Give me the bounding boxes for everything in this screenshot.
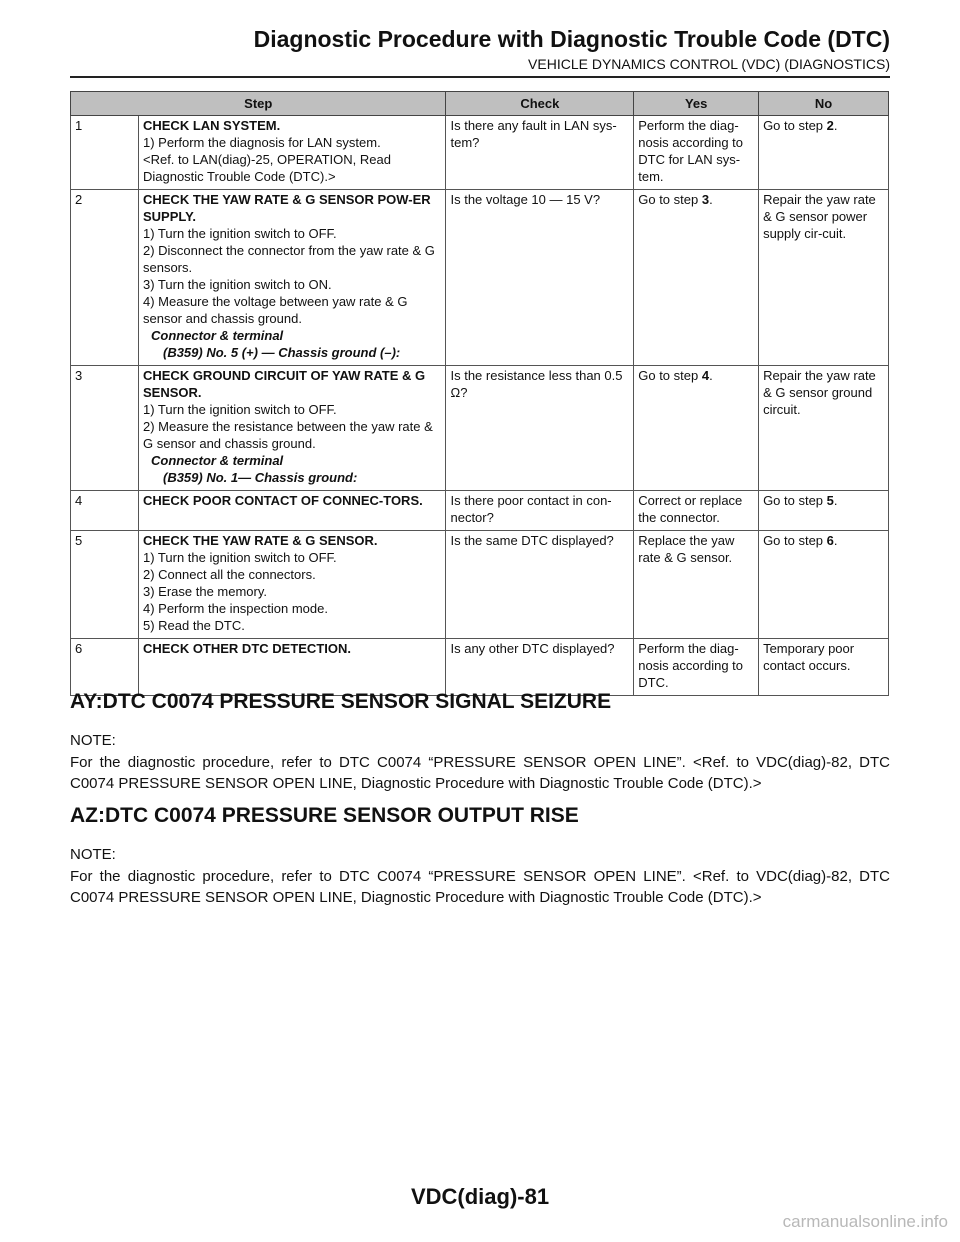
note-text-ay: For the diagnostic procedure, refer to DTC C0074 “PRESSURE SENSOR OPEN LINE”. <Ref. to VDC(diag)-82, DTC C0074 PRESSURE SENSOR OPEN LINE, Diagnostic Procedure with Diagnostic Trouble Code (DTC).> [70, 754, 890, 792]
step-number: 1 [71, 116, 139, 190]
yes-text: Perform the diag-nosis according to DTC for LAN sys-tem. [638, 118, 744, 184]
check-cell: Is the same DTC displayed? [446, 531, 634, 639]
step-number: 3 [71, 366, 139, 491]
step-instruction: <Ref. to LAN(diag)-25, OPERATION, Read Diagnostic Trouble Code (DTC).> [142, 152, 391, 184]
yes-text: Correct or replace the connector. [638, 493, 743, 525]
no-step-ref: 5 [826, 493, 834, 508]
step-title: CHECK POOR CONTACT OF CONNEC-TORS. [142, 493, 423, 508]
yes-text: Go to step [638, 192, 699, 207]
connector-terminal: (B359) No. 1— Chassis ground: [162, 470, 358, 485]
yes-text: Perform the diag-nosis according to DTC. [638, 641, 744, 690]
check-cell: Is any other DTC displayed? [446, 639, 634, 696]
step-title: CHECK LAN SYSTEM. [142, 118, 281, 133]
yes-step-ref: 4 [701, 368, 710, 383]
table-header-row [71, 92, 889, 116]
step-title: CHECK GROUND CIRCUIT OF YAW RATE & G SENSOR. [142, 368, 426, 400]
no-cell [759, 639, 889, 696]
step-number: 6 [71, 639, 139, 696]
step-instruction: 4) Perform the inspection mode. [142, 601, 328, 616]
no-cell [759, 366, 889, 491]
col-header-yes: Yes [634, 92, 759, 116]
check-cell: Is the resistance less than 0.5 Ω? [446, 366, 634, 491]
step-cell [138, 190, 446, 366]
col-header-step: Step [71, 92, 446, 116]
connector-label: Connector & terminal [150, 328, 284, 343]
step-title: CHECK THE YAW RATE & G SENSOR POW-ER SUPPLY. [142, 192, 431, 224]
yes-cell [634, 491, 759, 531]
step-instruction: 2) Connect all the connectors. [142, 567, 316, 582]
col-header-check: Check [446, 92, 634, 116]
step-instruction: 2) Measure the resistance between the yaw rate & G sensor and chassis ground. [142, 419, 433, 451]
yes-cell [634, 639, 759, 696]
page-number: VDC(diag)-81 [410, 1184, 550, 1209]
no-text: Temporary poor contact occurs. [763, 641, 855, 673]
yes-text: Go to step [638, 368, 699, 383]
note-label-ay: NOTE: [70, 732, 116, 749]
step-cell [138, 531, 446, 639]
watermark: carmanualsonline.info [782, 1212, 948, 1231]
no-text: Repair the yaw rate & G sensor power supply cir-cuit. [763, 192, 876, 241]
step-instruction: 5) Read the DTC. [142, 618, 245, 633]
col-header-no: No [759, 92, 889, 116]
note-text-az: For the diagnostic procedure, refer to DTC C0074 “PRESSURE SENSOR OPEN LINE”. <Ref. to VDC(diag)-82, DTC C0074 PRESSURE SENSOR OPEN LINE, Diagnostic Procedure with Diagnostic Trouble Code (DTC).> [70, 868, 890, 906]
page-title: Diagnostic Procedure with Diagnostic Trouble Code (DTC) [253, 26, 890, 52]
table-row [71, 190, 889, 366]
no-text: Go to step [763, 493, 824, 508]
table-row [71, 366, 889, 491]
check-cell: Is there poor contact in con-nector? [446, 491, 634, 531]
yes-cell: Go to step 3. [634, 190, 759, 366]
no-cell: Go to step 2. [759, 116, 889, 190]
no-cell [759, 190, 889, 366]
table-row [71, 531, 889, 639]
header-divider [70, 76, 890, 78]
table-row [71, 491, 889, 531]
step-instruction: 4) Measure the voltage between yaw rate & G sensor and chassis ground. [142, 294, 408, 326]
no-cell: Go to step 5. [759, 491, 889, 531]
note-label-az: NOTE: [70, 846, 116, 863]
step-number: 4 [71, 491, 139, 531]
step-cell [138, 116, 446, 190]
step-title: CHECK OTHER DTC DETECTION. [142, 641, 351, 656]
check-cell: Is there any fault in LAN sys-tem? [446, 116, 634, 190]
section-title-az: AZ:DTC C0074 PRESSURE SENSOR OUTPUT RISE [70, 804, 579, 827]
yes-cell [634, 531, 759, 639]
step-instruction: 1) Turn the ignition switch to OFF. [142, 226, 337, 241]
step-number: 5 [71, 531, 139, 639]
no-cell: Go to step 6. [759, 531, 889, 639]
step-instruction: 2) Disconnect the connector from the yaw rate & G sensors. [142, 243, 435, 275]
yes-text: Replace the yaw rate & G sensor. [638, 533, 735, 565]
step-cell [138, 639, 446, 696]
no-text: Go to step [763, 118, 824, 133]
step-instruction: 1) Perform the diagnosis for LAN system. [142, 135, 381, 150]
step-cell [138, 491, 446, 531]
connector-label: Connector & terminal [150, 453, 284, 468]
check-cell: Is the voltage 10 — 15 V? [446, 190, 634, 366]
step-instruction: 3) Erase the memory. [142, 584, 268, 599]
step-number: 2 [71, 190, 139, 366]
connector-terminal: (B359) No. 5 (+) — Chassis ground (–): [162, 345, 401, 360]
diagnostic-table [70, 91, 889, 696]
step-instruction: 1) Turn the ignition switch to OFF. [142, 402, 337, 417]
no-step-ref: 2 [826, 118, 834, 133]
yes-cell [634, 116, 759, 190]
step-instruction: 1) Turn the ignition switch to OFF. [142, 550, 337, 565]
section-title-ay: AY:DTC C0074 PRESSURE SENSOR SIGNAL SEIZURE [70, 690, 612, 713]
table-row [71, 116, 889, 190]
step-cell [138, 366, 446, 491]
page-subtitle: VEHICLE DYNAMICS CONTROL (VDC) (DIAGNOSTICS) [528, 56, 890, 72]
no-text: Repair the yaw rate & G sensor ground circuit. [763, 368, 876, 417]
step-instruction: 3) Turn the ignition switch to ON. [142, 277, 332, 292]
yes-cell: Go to step 4. [634, 366, 759, 491]
step-title: CHECK THE YAW RATE & G SENSOR. [142, 533, 378, 548]
yes-step-ref: 3 [701, 192, 710, 207]
table-row [71, 639, 889, 696]
no-text: Go to step [763, 533, 824, 548]
no-step-ref: 6 [826, 533, 834, 548]
